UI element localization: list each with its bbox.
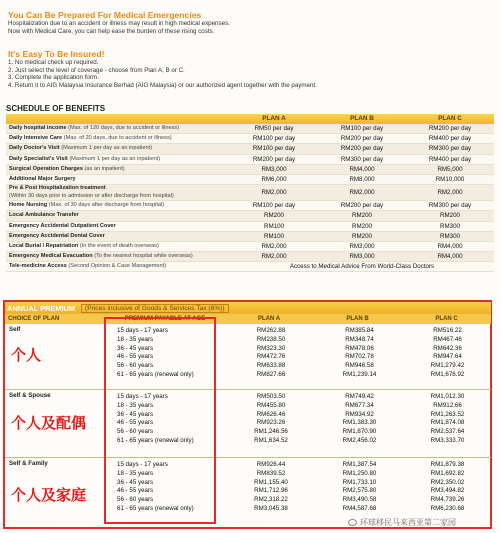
age-band: 61 - 65 years (renewal only) (117, 370, 194, 378)
benefit-name: Emergency Accidental Outpatient Cover (9, 222, 116, 229)
premium-value: RM1,383.30 (342, 419, 377, 427)
easy-step: 3. Complete the application form. (8, 74, 99, 82)
age-band: 36 - 45 years (117, 344, 154, 352)
premium-value: RM1,155.40 (254, 478, 288, 486)
benefit-value-plan-a: RM100 (264, 232, 284, 240)
schedule-header-plan-b: PLAN B (350, 115, 374, 122)
premium-value: RM1,239.14 (342, 370, 377, 378)
premium-value: RM6,230.68 (430, 504, 465, 512)
premium-value: RM1,874.08 (430, 419, 465, 427)
premium-plan-b-column (315, 393, 404, 446)
schedule-header-plan-c: PLAN C (438, 115, 462, 122)
benefit-value-plan-b: RM3,000 (349, 253, 375, 261)
schedule-header (6, 114, 494, 124)
benefit-value-plan-c: RM4,000 (437, 253, 463, 261)
benefit-label (6, 175, 230, 184)
premium-plan-a-column (227, 327, 315, 380)
chinese-annotation: 个人及家庭 (11, 486, 87, 504)
premium-plan-b-column (315, 327, 404, 380)
benefit-value-plan-b: RM200 per day (340, 135, 384, 143)
intro-line: Hospitalization due to an accident or illness may result in high medical expenses. (8, 20, 230, 27)
col-plan-c: PLAN C (435, 316, 458, 322)
plan-choice-label: Self & Spouse (9, 392, 51, 399)
premium-value: RM467.46 (433, 335, 462, 343)
age-band: 56 - 60 years (117, 362, 154, 370)
benefit-value-plan-a: RM100 (264, 222, 284, 230)
benefit-value-plan-b: RM200 per day (340, 145, 384, 153)
intro-section (8, 10, 368, 35)
benefit-value-plan-c: RM4,000 (437, 242, 463, 250)
benefit-value-plan-c: RM2,000 (437, 189, 463, 197)
easy-step: 1. No medical check up required. (8, 59, 99, 66)
watermark-text: 环球移民马来西亚第二家园 (360, 518, 456, 527)
benefit-label (6, 165, 230, 174)
schedule-row (6, 201, 494, 211)
premium-value: RM1,012.30 (430, 393, 465, 400)
benefit-label (6, 222, 230, 231)
age-band: 18 - 35 years (117, 469, 154, 477)
premium-value: RM1,263.52 (430, 410, 465, 418)
premium-value: RM633.88 (256, 362, 286, 370)
benefit-label (6, 201, 230, 210)
age-band: 56 - 60 years (117, 496, 154, 504)
premium-value: RM1,246.56 (254, 428, 288, 436)
age-band: 15 days - 17 years (117, 393, 168, 400)
premium-value: RM947.64 (433, 353, 462, 361)
schedule-row (6, 134, 494, 144)
premium-value: RM934.92 (345, 410, 374, 418)
premium-plan-a-column (227, 461, 315, 514)
premium-value: RM1,387.54 (342, 461, 377, 468)
benefit-value-plan-a: RM2,000 (261, 189, 287, 197)
premium-value: RM3,494.82 (430, 487, 465, 495)
schedule-row (6, 185, 494, 201)
benefit-value-plan-b: RM100 per day (340, 125, 384, 132)
age-band: 46 - 55 years (117, 487, 154, 495)
chinese-annotation: 个人 (11, 346, 42, 364)
premium-value: RM912.66 (433, 401, 462, 409)
telemedicine-value: Access to Medical Advice From World-Class Doctors (289, 263, 435, 271)
schedule-row-telemedicine (6, 262, 494, 272)
benefit-label (6, 124, 230, 133)
benefit-value-plan-b: RM8,000 (349, 175, 375, 183)
age-band: 36 - 45 years (117, 478, 154, 486)
schedule-row (6, 124, 494, 134)
premium-value: RM1,879.38 (430, 461, 465, 468)
benefit-label (6, 185, 230, 200)
premium-value: RM4,739.26 (430, 496, 465, 504)
premium-value: RM2,318.22 (254, 496, 288, 504)
benefit-value-plan-a: RM100 per day (252, 135, 296, 143)
intro-heading: You Can Be Prepared For Medical Emergencies (8, 10, 202, 20)
annual-premium-note: (Prices inclusive of Goods & Services Tax (6%)) (81, 304, 229, 313)
easy-heading: It's Easy To Be Insured! (8, 49, 105, 59)
premium-value: RM642.36 (433, 344, 462, 352)
benefit-value-plan-b: RM2,000 (349, 189, 375, 197)
benefit-name: Daily Specialist's Visit (9, 155, 68, 162)
benefit-name: Emergency Medical Evacuation (9, 253, 93, 260)
benefit-condition: (Max. of 120 days, due to accident or illness) (68, 125, 180, 131)
premium-value: RM3,333.70 (430, 436, 465, 444)
benefit-value-plan-b: RM3,000 (349, 242, 375, 250)
benefit-condition: (Maximum 1 per day as an inpatient) (69, 155, 161, 162)
premium-value: RM3,045.38 (254, 504, 288, 512)
benefit-value-plan-c: RM400 per day (428, 135, 472, 143)
benefit-name: Surgical Operation Charges (9, 165, 83, 172)
easy-step: 2. Just select the level of coverage - choose from Plan A, B or C. (8, 66, 185, 74)
premium-value: RM348.74 (345, 335, 374, 343)
schedule-row (6, 175, 494, 185)
premium-plan-c-column (404, 393, 491, 446)
annual-premium-title: ANNUAL PREMIUM (7, 303, 76, 313)
premium-value: RM702.78 (345, 353, 374, 361)
benefit-condition: (as an inpatient) (84, 165, 125, 172)
col-plan-a: PLAN A (257, 316, 281, 322)
schedule-header-plan-a: PLAN A (262, 115, 286, 122)
age-band: 18 - 35 years (117, 335, 154, 343)
premium-value: RM839.52 (256, 469, 286, 477)
premium-plan-c-column (404, 327, 491, 380)
premium-value: RM4,587.68 (342, 504, 377, 512)
premium-value: RM2,575.80 (342, 487, 377, 495)
benefit-name: Tele-medicine Access (9, 263, 67, 270)
benefit-name: Pre & Post Hospitalization treatment (9, 185, 106, 192)
benefit-condition: (In the event of death overseas) (79, 242, 159, 249)
benefit-value-plan-c: RM5,000 (437, 165, 463, 173)
premium-value: RM749.42 (345, 393, 374, 400)
benefit-value-plan-c: RM300 (440, 222, 460, 230)
age-band: 15 days - 17 years (117, 461, 168, 468)
benefit-name: Home Nursing (9, 202, 48, 209)
age-band: 46 - 55 years (117, 419, 154, 427)
benefit-value-plan-b: RM300 per day (340, 155, 384, 163)
age-band: 15 days - 17 years (117, 327, 168, 334)
premium-value: RM2,456.02 (342, 436, 377, 444)
benefit-name: Additional Major Surgery (9, 175, 76, 182)
benefit-value-plan-c: RM300 per day (428, 145, 472, 153)
benefit-condition: (Second Opinion & Case Management) (68, 263, 167, 270)
wechat-icon (348, 519, 357, 526)
benefit-value-plan-a: RM200 (264, 212, 284, 220)
col-plan-b: PLAN B (346, 316, 369, 322)
benefit-condition: (Maximum 1 per day as an inpatient) (61, 145, 153, 152)
benefit-value-plan-a: RM100 per day (252, 202, 296, 210)
premium-value: RM827.66 (256, 370, 286, 378)
benefit-value-plan-b: RM200 (352, 222, 372, 230)
premium-value: RM323.30 (256, 344, 286, 352)
premium-value: RM926.44 (256, 461, 286, 468)
premium-value: RM923.26 (256, 419, 286, 427)
premium-value: RM238.50 (256, 335, 286, 343)
annual-premium-header (5, 302, 491, 314)
schedule-row (6, 242, 494, 252)
premium-value: RM946.58 (345, 362, 374, 370)
age-band: 61 - 65 years (renewal only) (117, 436, 194, 444)
premium-plan-a-column (227, 393, 315, 446)
schedule-header-blank (6, 114, 230, 124)
premium-value: RM677.34 (345, 401, 374, 409)
age-band: 18 - 35 years (117, 401, 154, 409)
schedule-row (6, 211, 494, 221)
premium-value: RM2,350.02 (430, 478, 465, 486)
benefit-value-plan-c: RM200 (440, 212, 460, 220)
age-band: 46 - 55 years (117, 353, 154, 361)
schedule-table (6, 124, 494, 272)
premium-value: RM262.88 (256, 327, 286, 334)
easy-step: 4. Return it to AIG Malaysia Insurance Berhad (AIG Malaysia) or our authorized agent together with the payment. (8, 81, 317, 89)
col-premium-age: PREMIUM PAYABLE AT AGE (124, 316, 206, 322)
benefit-value-plan-c: RM10,000 (435, 175, 465, 183)
benefit-condition: (Max. of 30 days after discharge from hospital) (48, 202, 165, 209)
schedule-row (6, 155, 494, 165)
benefit-value-plan-c: RM200 per day (428, 125, 472, 132)
benefit-value-plan-a: RM50 per day (254, 125, 294, 132)
premium-value: RM1,676.92 (430, 370, 465, 378)
benefit-value-plan-a: RM6,000 (261, 175, 287, 183)
schedule-row (6, 165, 494, 175)
schedule-row (6, 232, 494, 242)
watermark (348, 517, 456, 528)
benefit-value-plan-c: RM300 (440, 232, 460, 240)
benefit-label (6, 252, 230, 261)
benefit-value-plan-b: RM200 per day (340, 202, 384, 210)
plan-choice-label: Self (9, 326, 21, 333)
easy-section (8, 49, 428, 89)
premium-plan-b-column (315, 461, 404, 514)
premium-value: RM2,537.64 (430, 428, 465, 436)
benefit-value-plan-c: RM300 per day (428, 202, 472, 210)
premium-value: RM478.06 (345, 344, 374, 352)
benefit-label (6, 155, 230, 164)
benefit-label (6, 134, 230, 143)
premium-value: RM472.76 (256, 353, 286, 361)
premium-value: RM1,870.90 (342, 428, 377, 436)
premium-value: RM455.80 (256, 401, 286, 409)
schedule-row (6, 252, 494, 262)
benefit-condition: (To the nearest hospital while overseas) (94, 253, 193, 260)
benefit-condition: (Within 30 days prior to admission or after discharge from hospital) (9, 192, 174, 199)
benefit-value-plan-a: RM200 per day (252, 155, 296, 163)
age-column-highlight (104, 317, 216, 524)
benefit-name: Local Burial / Repatriation (9, 242, 79, 249)
benefit-label (6, 262, 230, 271)
premium-value: RM385.84 (345, 327, 374, 334)
benefit-value-plan-a: RM2,000 (261, 253, 287, 261)
benefit-value-plan-a: RM100 per day (252, 145, 296, 153)
benefit-label (6, 242, 230, 251)
benefit-name: Daily hospital income (9, 125, 67, 131)
benefit-name: Local Ambulance Transfer (9, 212, 79, 219)
premium-value: RM1,634.52 (254, 436, 288, 444)
premium-value: RM626.46 (256, 410, 286, 418)
benefit-value-plan-c: RM400 per day (428, 155, 472, 163)
premium-value: RM503.50 (256, 393, 286, 400)
premium-group (5, 458, 491, 524)
premium-value: RM1,733.10 (342, 478, 377, 486)
schedule-title: SCHEDULE OF BENEFITS (6, 104, 106, 113)
benefit-value-plan-b: RM4,000 (349, 165, 375, 173)
benefit-condition: (Max. of 20 days, due to accident or illness) (63, 135, 172, 142)
premium-value: RM1,712.96 (254, 487, 288, 495)
premium-plan-c-column (404, 461, 491, 514)
benefit-label (6, 232, 230, 241)
benefit-name: Daily Intensive Care (9, 135, 63, 142)
benefit-value-plan-a: RM3,000 (261, 165, 287, 173)
benefit-value-plan-a: RM2,000 (261, 242, 287, 250)
benefit-name: Daily Doctor's Visit (9, 145, 60, 152)
age-band: 61 - 65 years (renewal only) (117, 504, 194, 512)
intro-line: Now with Medical Care, you can help ease the burden of these rising costs. (8, 27, 215, 35)
schedule-row (6, 222, 494, 232)
benefit-value-plan-b: RM200 (352, 232, 372, 240)
premium-value: RM1,692.82 (430, 469, 465, 477)
premium-value: RM516.22 (433, 327, 462, 334)
premium-value: RM1,250.80 (342, 469, 377, 477)
benefit-name: Emergency Accidental Dental Cover (9, 232, 105, 239)
premium-value: RM1,279.42 (430, 362, 465, 370)
age-band: 56 - 60 years (117, 428, 154, 436)
premium-value: RM3,490.58 (342, 496, 377, 504)
col-choice-of-plan: CHOICE OF PLAN (8, 316, 60, 322)
plan-choice-label: Self & Family (9, 460, 48, 467)
benefit-value-plan-b: RM200 (352, 212, 372, 220)
premium-group (5, 390, 491, 458)
schedule-row (6, 144, 494, 154)
benefit-label (6, 144, 230, 153)
annual-column-headers (5, 314, 491, 324)
premium-group (5, 324, 491, 390)
chinese-annotation: 个人及配偶 (11, 414, 87, 432)
age-band: 36 - 45 years (117, 410, 154, 418)
benefit-label (6, 211, 230, 220)
